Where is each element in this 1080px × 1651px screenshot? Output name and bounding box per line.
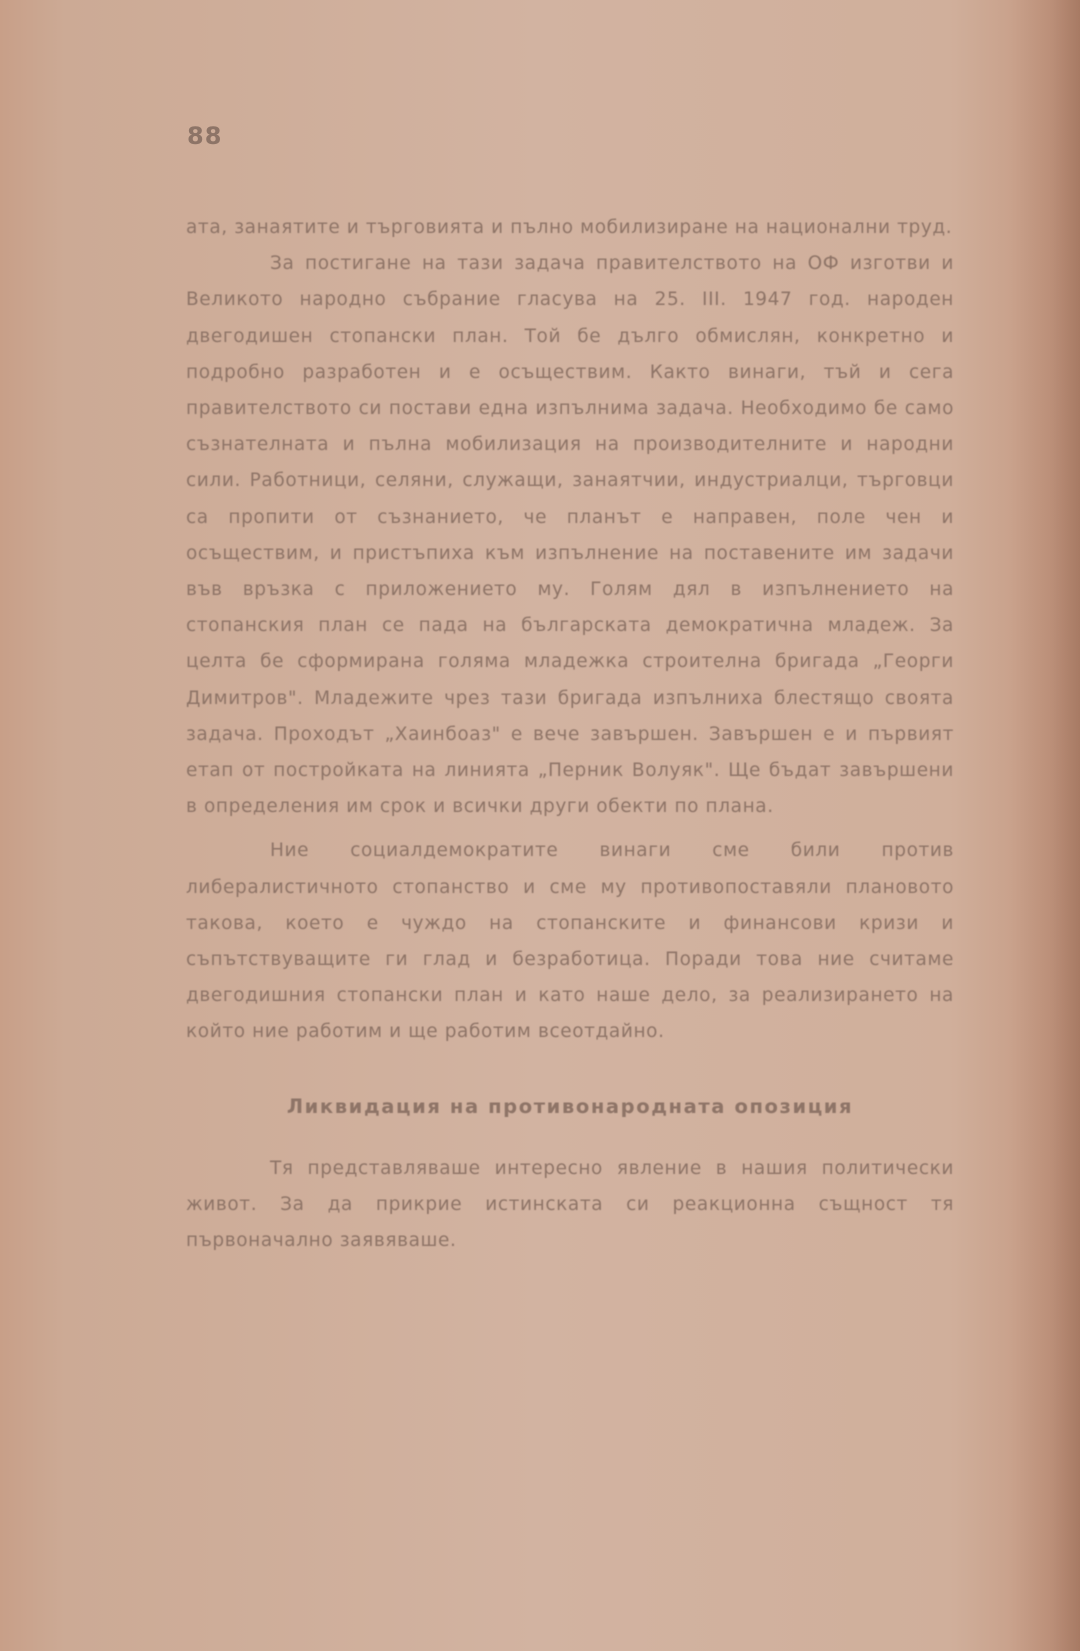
page-edge-shadow — [1010, 0, 1080, 1651]
paragraph-1: ата, занаятите и търговията и пълно мобилизиране на национални труд. — [186, 217, 953, 238]
paragraph-2: За постигане на тази задача правителството на ОФ изготви и Великото народно събрание гласува на 25. III. 1947 год. народен двегодишен стопански план. Той бе дълго обмислян, конкретно и подробно разработен и е осъществим. Както винаги, тъй и сега правителството си постави една изпълнима задача. Необходимо бе само съзнателната и пълна мобилизация на производителните и народни сили. Работници, селяни, служащи, занаятчии, индустриалци, търговци са пропити от съзнанието, че планът е направен, поле чен и осъществим, и пристъпиха към изпълнение на поставените им задачи във връзка с приложението му. Голям дял в изпълнението на стопанския план се пада на българската демократична младеж. За целта бе сформирана голяма младежка строителна бригада „Георги Димитров". Младежите чрез тази бригада изпълниха блестящо своята задача. Проходът „Хаинбоаз" е вече завършен. Завършен е и първият етап от постройката на линията „Перник Волуяк". Ще бъдат завършени в определения им срок и всички други обекти по плана. — [186, 253, 954, 818]
paragraph-4: Тя представляваше интересно явление в нашия политически живот. За да прикрие истинската си реакционна същност тя първоначално заявяваше. — [186, 1157, 954, 1252]
page-number: 88 — [187, 122, 223, 150]
paragraph-3: Ние социалдемократите винаги сме били против либералистичното стопанство и сме му противопоставяли плановото такова, което е чуждо на стопанските и финансови кризи и съпътствуващите ги глад и безработица. Поради това ние считаме двегодишния стопански план и като наше дело, за реализирането на който ние работим и ще работим всеотдайно. — [186, 840, 954, 1043]
body-text — [186, 210, 954, 1259]
section-heading: Ликвидация на противонародната опозиция — [286, 1094, 854, 1118]
